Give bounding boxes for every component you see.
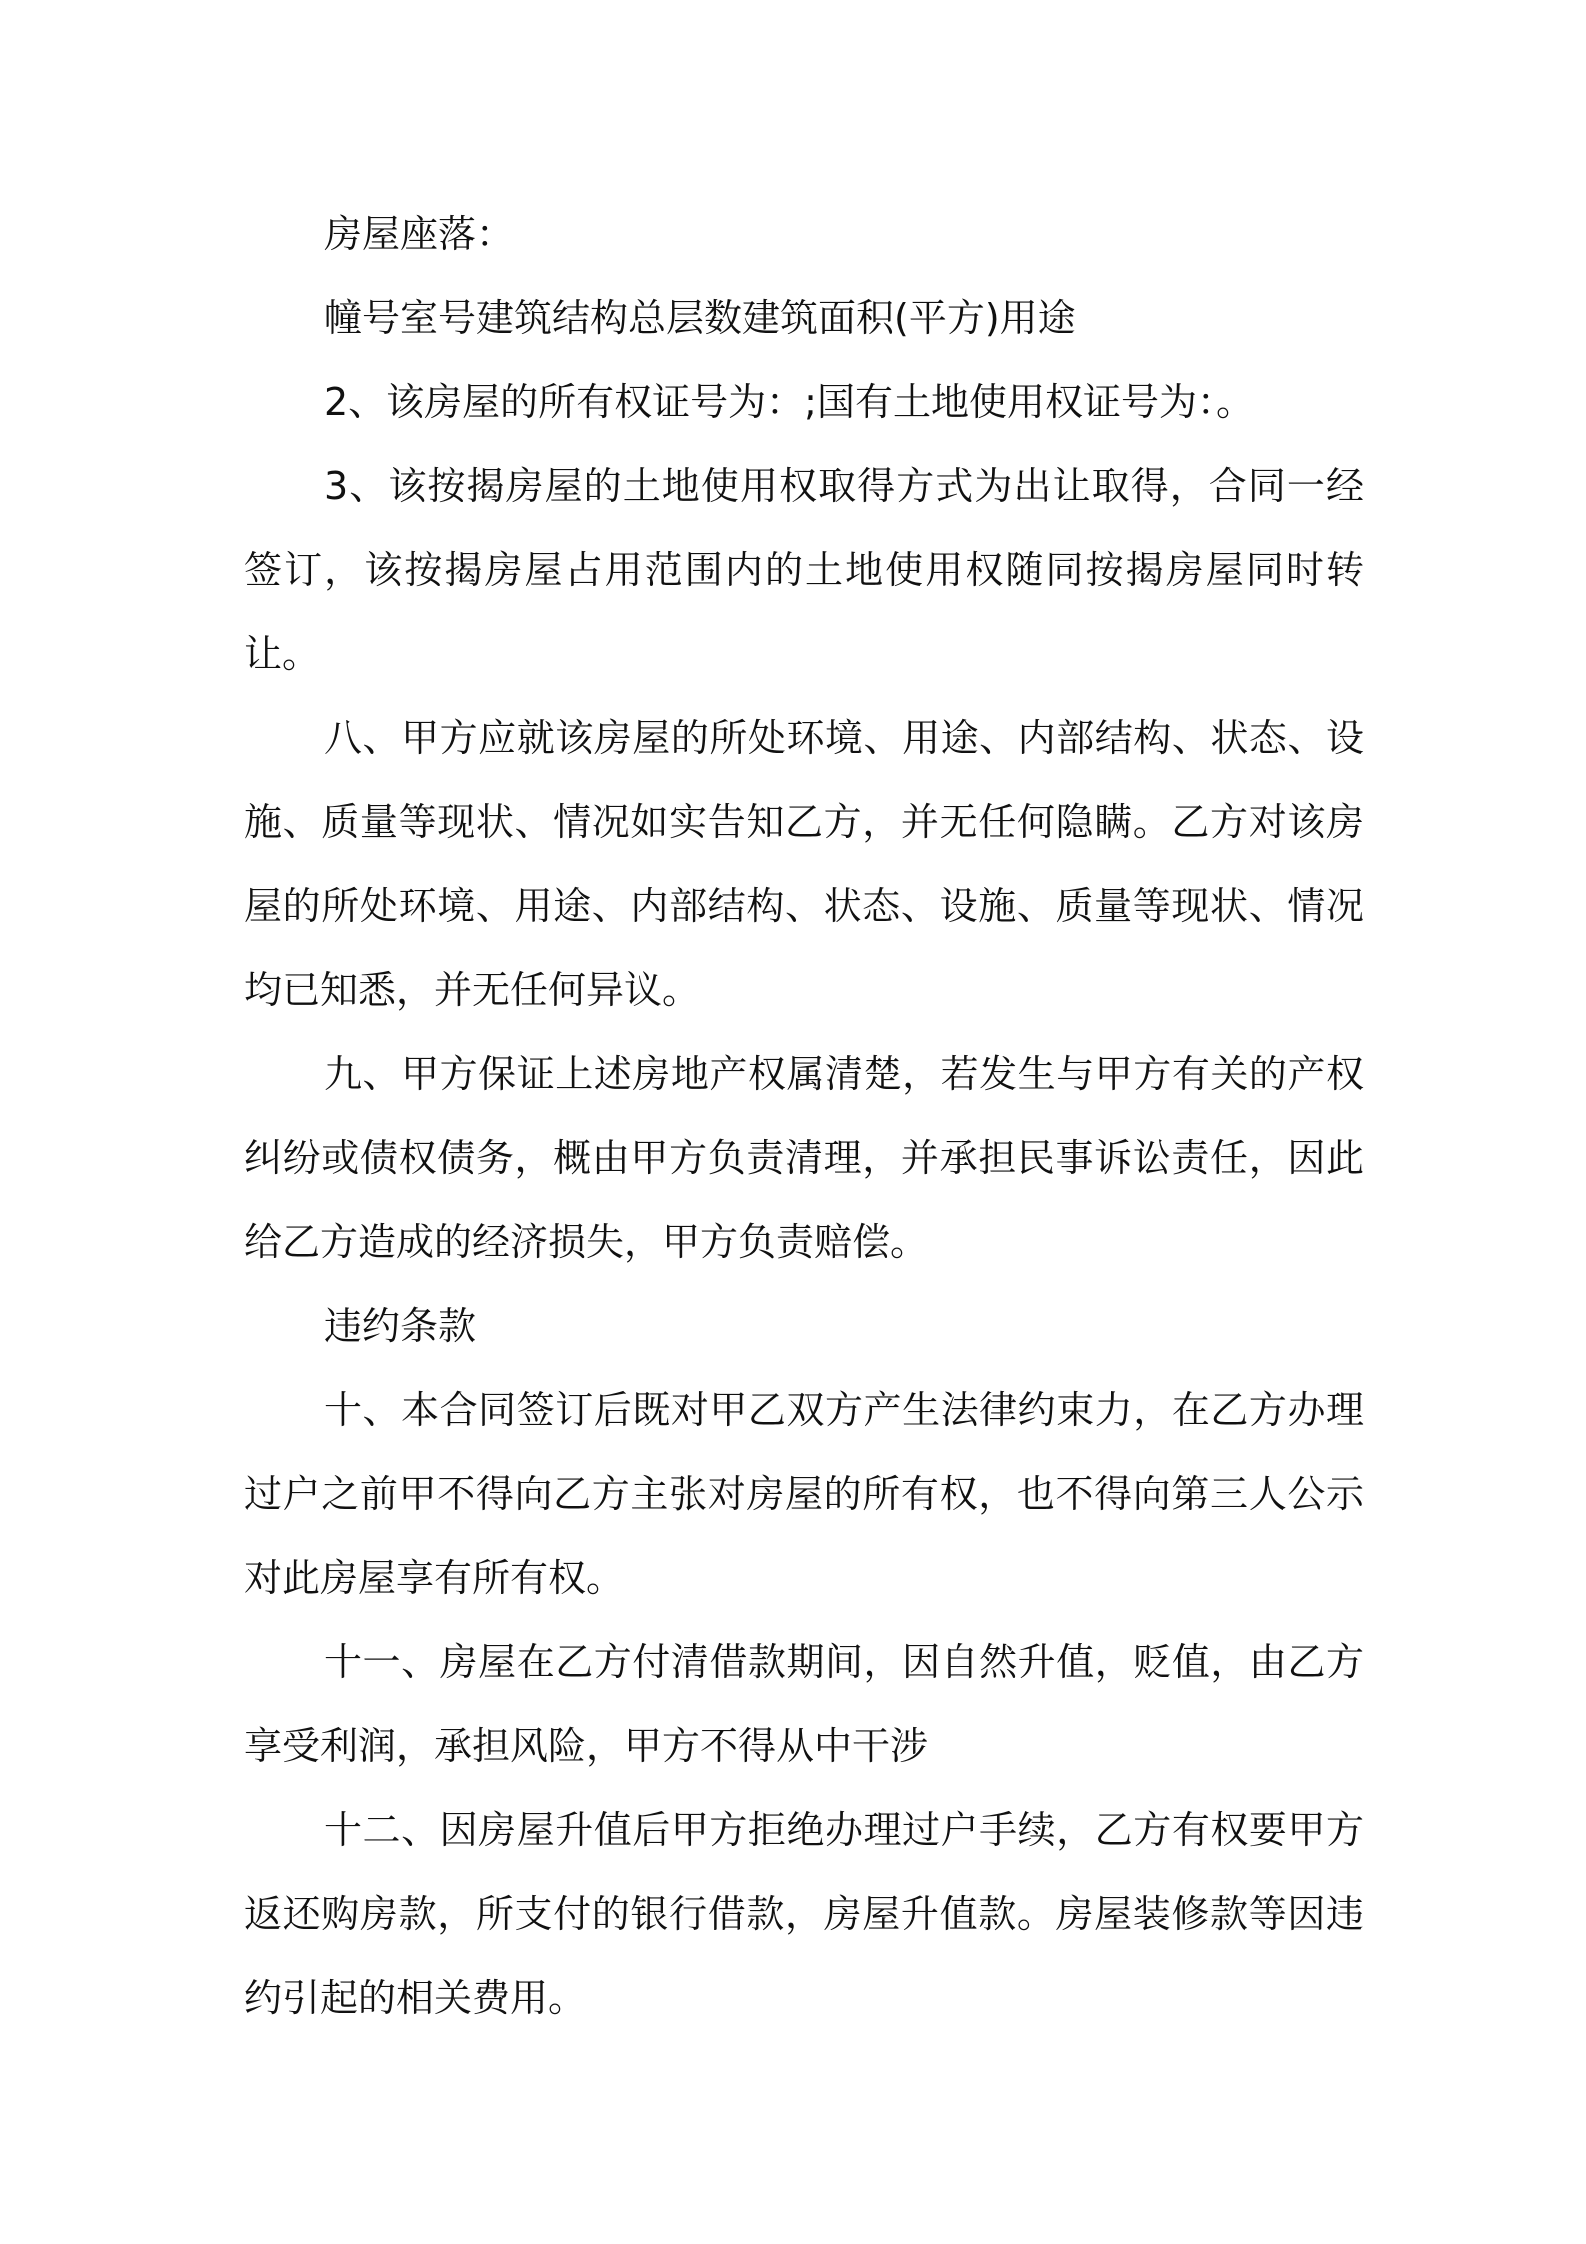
paragraph-clause-11: 十一、房屋在乙方付清借款期间，因自然升值，贬值，由乙方享受利润，承担风险，甲方不得从中干涉 xyxy=(244,1640,1364,1768)
section-heading-breach: 违约条款 xyxy=(324,1304,477,1348)
document-body xyxy=(244,192,1364,2040)
paragraph-clause-12: 十二、因房屋升值后甲方拒绝办理过户手续，乙方有权要甲方返还购房款，所支付的银行借款，房屋升值款。房屋装修款等因违约引起的相关费用。 xyxy=(244,1808,1364,2020)
paragraph-location: 房屋座落： xyxy=(324,212,515,256)
paragraph-clause-9: 九、甲方保证上述房地产权属清楚，若发生与甲方有关的产权纠纷或债权债务，概由甲方负责清理，并承担民事诉讼责任，因此给乙方造成的经济损失，甲方负责赔偿。 xyxy=(244,1052,1364,1264)
paragraph-clause-10: 十、本合同签订后既对甲乙双方产生法律约束力，在乙方办理过户之前甲不得向乙方主张对房屋的所有权，也不得向第三人公示对此房屋享有所有权。 xyxy=(244,1388,1364,1600)
paragraph-clause-3: 3、该按揭房屋的土地使用权取得方式为出让取得，合同一经签订，该按揭房屋占用范围内的土地使用权随同按揭房屋同时转让。 xyxy=(244,464,1364,676)
paragraph-clause-8: 八、甲方应就该房屋的所处环境、用途、内部结构、状态、设施、质量等现状、情况如实告知乙方，并无任何隐瞒。乙方对该房屋的所处环境、用途、内部结构、状态、设施、质量等现状、情况均已知悉，并无任何异议。 xyxy=(244,716,1364,1012)
paragraph-building-fields: 幢号室号建筑结构总层数建筑面积(平方)用途 xyxy=(324,296,1076,340)
paragraph-clause-2: 2、该房屋的所有权证号为：;国有土地使用权证号为：。 xyxy=(324,380,1254,424)
